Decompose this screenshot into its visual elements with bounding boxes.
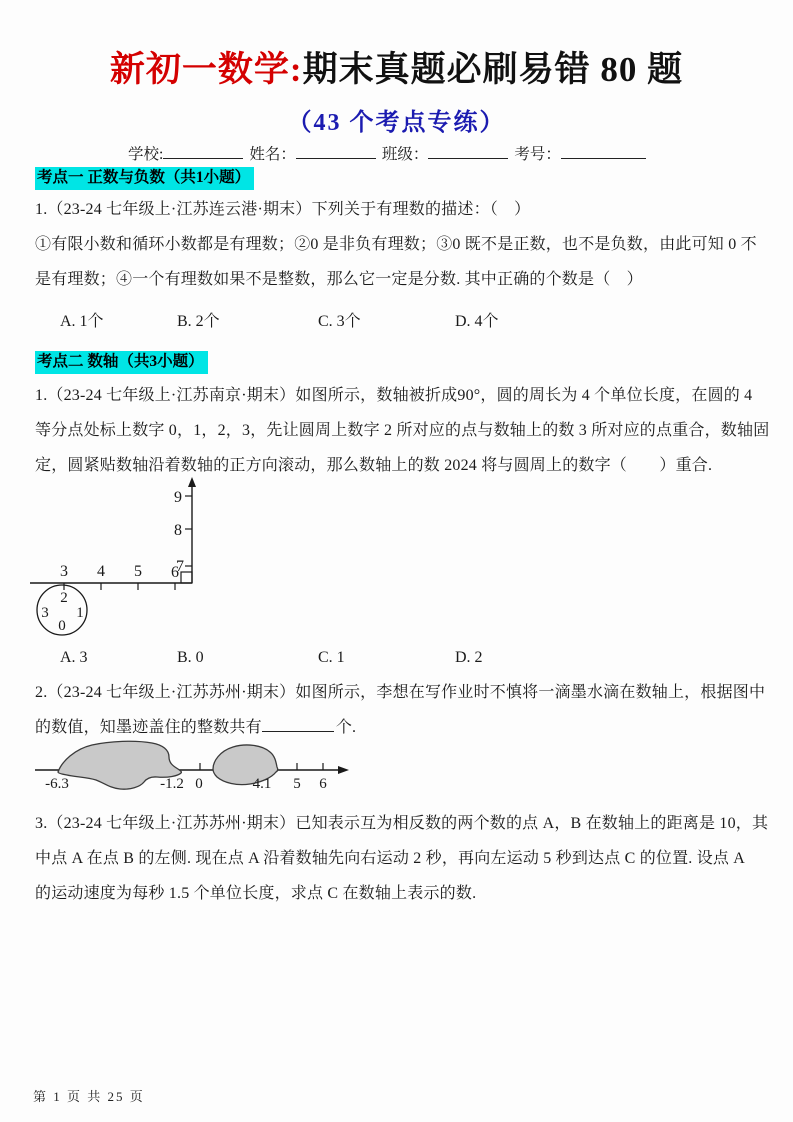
label-0: 0 <box>195 776 203 792</box>
label-neg-6-3: -6.3 <box>45 776 69 792</box>
section1-badge: 考点一 正数与负数（共1小题） <box>35 167 254 190</box>
figure-ink-number-line <box>30 733 360 801</box>
s1-q1-option-c: C. 3个 <box>318 313 361 330</box>
s2-q3-line3: 的运动速度为每秒 1.5 个单位长度，求点 C 在数轴上表示的数. <box>35 885 477 902</box>
tick-label-9: 9 <box>174 489 182 506</box>
s2-q1-option-c: C. 1 <box>318 649 345 666</box>
page-title <box>0 42 793 92</box>
title-prefix: 新初一数学: <box>109 50 303 89</box>
answer-blank <box>262 716 334 732</box>
figure-bent-number-line <box>25 477 245 645</box>
section1-header <box>35 167 254 190</box>
title-main: 期末真题必刷易错 80 题 <box>302 50 684 89</box>
footer-page-number: 第 1 页 共 25 页 <box>33 1089 145 1104</box>
tick-label-3: 3 <box>60 563 68 580</box>
s2-q1-options <box>35 649 760 671</box>
class-blank <box>428 143 508 159</box>
circle-digit-right: 1 <box>76 605 84 621</box>
school-blank <box>163 143 243 159</box>
axis-arrow-up-icon <box>188 477 196 487</box>
s1-q1-option-d: D. 4个 <box>455 313 499 330</box>
axis-arrow-right-icon <box>338 766 349 774</box>
circle-digit-left: 3 <box>41 605 49 621</box>
s2-q2-line2-prefix: 的数值，知墨迹盖住的整数共有 <box>35 719 262 736</box>
s2-q2-line2-suffix: 个. <box>335 719 357 736</box>
s1-q1-line2: ①有限小数和循环小数都是有理数；②0 是非负有理数；③0 既不是正数，也不是负数，由此可知 0 不 <box>35 236 757 253</box>
label-5: 5 <box>293 776 301 792</box>
s2-q1-option-d: D. 2 <box>455 649 483 666</box>
page-subtitle: （43 个考点专练） <box>287 110 506 136</box>
name-blank <box>296 143 376 159</box>
tick-label-6: 6 <box>171 564 179 581</box>
info-line <box>128 142 652 164</box>
circle-digit-bottom: 0 <box>58 618 66 634</box>
s1-q1-options <box>35 308 760 330</box>
s2-q1-line3: 定，圆紧贴数轴沿着数轴的正方向滚动，那么数轴上的数 2024 将与圆周上的数字（ ）重合. <box>35 457 713 474</box>
s2-q1-line2: 等分点处标上数字 0，1，2，3，先让圆周上数字 2 所对应的点与数轴上的数 3 所对应的点重合，数轴固 <box>35 422 770 439</box>
examno-blank <box>561 143 646 159</box>
label-6: 6 <box>319 776 327 792</box>
tick-label-5: 5 <box>134 563 142 580</box>
class-label: 班级： <box>381 146 429 163</box>
s2-q1-option-a: A. 3 <box>60 649 88 666</box>
s1-q1-line1: 1.（23-24 七年级上·江苏连云港·期末）下列关于有理数的描述：（ ） <box>35 201 531 218</box>
circle-digit-top: 2 <box>60 590 68 606</box>
s2-q1-line1: 1.（23-24 七年级上·江苏南京·期末）如图所示，数轴被折成90°，圆的周长为 4 个单位长度，在圆的 4 <box>35 387 753 404</box>
s1-q1-option-b: B. 2个 <box>177 313 220 330</box>
section2-header <box>35 351 208 374</box>
s2-q2-line1: 2.（23-24 七年级上·江苏苏州·期末）如图所示，李想在写作业时不慎将一滴墨水滴在数轴上，根据图中 <box>35 684 766 701</box>
s2-q3-line1: 3.（23-24 七年级上·江苏苏州·期末）已知表示互为相反数的两个数的点 A，B 在数轴上的距离是 10，其 <box>35 815 769 832</box>
s2-q3-line2: 中点 A 在点 B 的左侧. 现在点 A 沿着数轴先向右运动 2 秒，再向左运动 5 秒到达点 C 的位置. 设点 A <box>35 850 746 867</box>
tick-label-8: 8 <box>174 522 182 539</box>
s2-q1-option-b: B. 0 <box>177 649 204 666</box>
tick-label-4: 4 <box>97 563 105 580</box>
examno-label: 考号： <box>514 146 561 163</box>
name-label: 姓名： <box>249 146 296 163</box>
s1-q1-option-a: A. 1个 <box>60 313 104 330</box>
school-label: 学校: <box>128 146 164 163</box>
s1-q1-line3: 是有理数；④一个有理数如果不是整数，那么它一定是分数. 其中正确的个数是（ ） <box>35 271 643 288</box>
section2-badge: 考点二 数轴（共3小题） <box>35 351 208 374</box>
label-4-1: 4.1 <box>252 776 272 792</box>
label-neg-1-2: -1.2 <box>160 776 184 792</box>
tick-label-7: 7 <box>176 558 184 575</box>
